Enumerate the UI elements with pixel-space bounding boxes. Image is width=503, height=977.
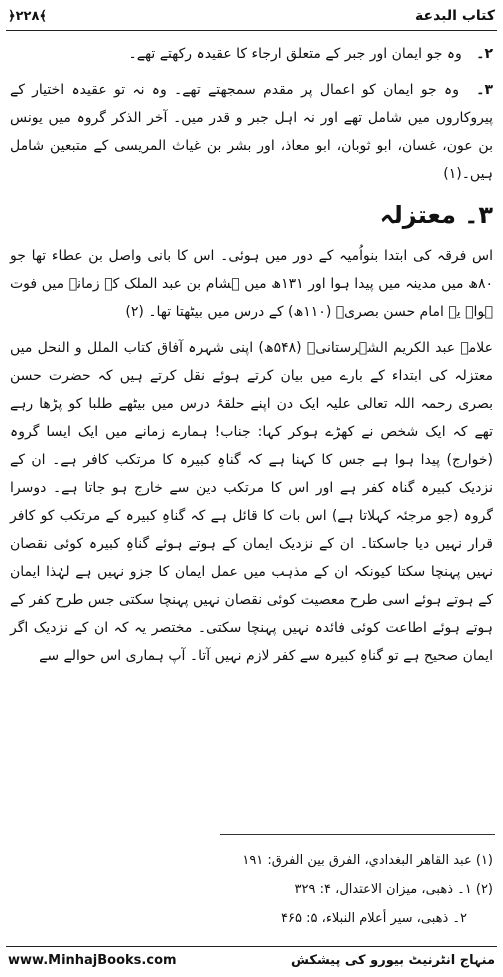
paragraph-origin: اس فرقہ کی ابتدا بنواُمیہ کے دور میں ہوئی۔ اس کا بانی واصل بن عطاء تھا جو ۸۰ھ میں مدینہ میں پیدا ہوا اور ۱۳۱ھ میں ہشام بن عبد الملک کے زمانے میں فوت ہوا۔ یہ امام حسن بصریؒ (۱۱۰ھ) کے درس میں بیٹھتا تھا۔ (۲) xyxy=(10,248,493,320)
point-number: ۲۔ xyxy=(476,46,493,62)
website-link[interactable]: www.MinhajBooks.com xyxy=(8,952,177,968)
footer-rule xyxy=(6,946,497,947)
paragraph-text: وہ جو ایمان اور جبر کے متعلق ارجاء کا عقیدہ رکھتے تھے۔ xyxy=(128,46,462,62)
footnote-separator xyxy=(220,834,495,835)
footnote-1: (۱) عبد القاهر البغدادي، الفرق بين الفرق: ۱۹۱ xyxy=(242,853,493,868)
footnotes xyxy=(10,846,493,933)
book-title: کتاب البدعة xyxy=(415,8,495,24)
paragraph-shahrastani: علامہ عبد الکریم الشہرستانیؒ (۵۴۸ھ) اپنی شہرہ آفاق کتاب الملل و النحل میں معتزلہ کی ابتداء کے بارے میں بیان کرتے ہوئے نقل کرتے ہیں کہ حضرت حسن بصری رحمہ اللہ تعالی علیہ ایک دن اپنے حلقۂ درس میں بیٹھے طلبا کو پڑھا رہے تھے کہ ایک شخص نے کھڑے ہوکر کہا: جناب! ہمارے زمانے میں ایک ایسا گروہ (خوارج) پیدا ہوا ہے جس کا کہنا ہے کہ گناہِ کبیرہ کا مرتکب کافر ہے۔ ان کے نزدیک کبیرہ گناہ کفر ہے اور اس کا مرتکب دین سے خارج ہو جاتا ہے۔ دوسرا گروہ (جو مرجئہ کہلاتا ہے) اس بات کا قائل ہے کہ گناہِ کبیرہ کے مرتکب کو کافر قرار نہیں دیا جاسکتا۔ ان کے نزدیک ایمان کے ہوتے ہوئے گناہِ کبیرہ کوئی نقصان نہیں پہنچا سکتا کیونکہ ان کے مذہب میں عمل ایمان کا جزو نہیں ہے لہٰذا ایمان کے ہوتے ہوئے اسی طرح معصیت کوئی نقصان نہیں پہنچا سکتی جس طرح کفر کے ہوتے ہوئے اطاعت کوئی فائدہ نہیں پہنچا سکتی۔ مختصر یہ کہ ان کے نزدیک اگر ایمان صحیح ہے تو گناہِ کبیرہ سے کفر لازم نہیں آتا۔ آپ ہماری اس حوالے سے xyxy=(10,340,493,664)
section-heading: ۳۔ معتزلہ xyxy=(379,201,493,229)
paragraph-point-3 xyxy=(10,76,493,188)
footnote-2b: ۲۔ ذهبی، سير أعلام النبلاء، ۵: ۴۶۵ xyxy=(281,911,467,926)
point-number: ۳۔ xyxy=(476,82,494,98)
page-footer xyxy=(8,949,495,971)
footnote-2: (۲) ۱۔ ذهبی، ميزان الاعتدال، ۴: ۳۲۹ xyxy=(294,882,493,897)
paragraph-text: وہ جو ایمان کو اعمال پر مقدم سمجھتے تھے۔ وہ نہ تو عقیدہ اختیار کے پیروکاروں میں شامل تھے اور نہ اہل جبر و قدر میں۔ آخر الذکر گروہ میں یونس بن عون، غسان، ابو ثوبان، ابو معاذ، اور بشر بن غیاث المریسی کے متبعین شامل ہیں۔(۱) xyxy=(10,82,493,182)
page-header xyxy=(8,4,495,28)
paragraph-point-2 xyxy=(10,40,493,68)
presenter-text: منہاج انٹرنیٹ بیورو کی پیشکش xyxy=(291,952,495,968)
header-rule xyxy=(6,30,497,31)
main-text xyxy=(10,40,493,678)
page-number: ﴿۲۲۸﴾ xyxy=(8,8,48,24)
